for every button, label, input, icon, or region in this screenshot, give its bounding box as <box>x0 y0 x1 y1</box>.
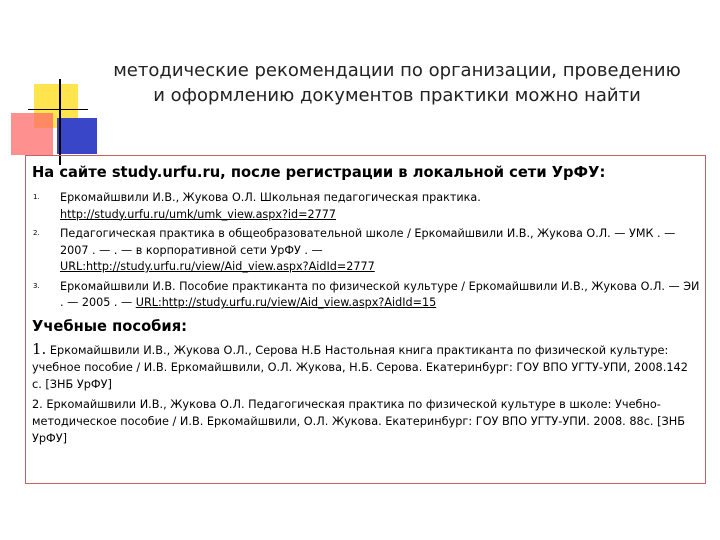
resource-link[interactable]: URL:http://study.urfu.ru/view/Aid_view.aspx?AidId=2777 <box>60 260 375 273</box>
list-item <box>26 279 705 312</box>
book-number: 2. <box>32 398 43 411</box>
list-item-number: 2. <box>33 229 40 237</box>
list-item <box>26 190 705 223</box>
book-text: Еркомайшвили И.В., Жукова О.Л., Серова Н.Б Настольная книга практиканта по физической культуре: учебное пособие / И.В. Еркомайшвили, О.Л. Жукова, Н.Б. Серова. Екатеринбург: ГОУ ВПО УГТУ-УПИ, 2008.142 с. [ЗНБ УрФУ] <box>32 344 688 391</box>
decor-red-square <box>11 113 53 155</box>
book-item <box>32 341 700 393</box>
decor-blue-square <box>57 118 97 154</box>
book-text: Еркомайшвили И.В., Жукова О.Л. Педагогическая практика по физической культуре в школе: Учебно-методическое пособие / И.В. Еркомайшвили, О.Л. Жукова. Екатеринбург: ГОУ ВПО УГТУ-УПИ. 2008. 88с. [ЗНБ УрФУ] <box>32 398 685 445</box>
content-frame <box>25 155 706 484</box>
book-item <box>32 396 700 447</box>
decor-horizontal-line <box>28 109 88 110</box>
books-heading: Учебные пособия: <box>32 318 188 335</box>
resource-link[interactable]: URL:http://study.urfu.ru/view/Aid_view.aspx?AidId=15 <box>135 296 437 309</box>
books-list <box>32 341 700 450</box>
site-resource-list <box>26 190 705 315</box>
decor-vertical-line <box>59 79 61 165</box>
list-item-number: 3. <box>33 281 40 290</box>
resource-link[interactable]: http://study.urfu.ru/umk/umk_view.aspx?id=2777 <box>60 207 336 221</box>
list-item-text: Педагогическая практика в общеобразовательной школе / Еркомайшвили И.В., Жукова О.Л. — УМК . — 2007 . — . — в корпоративной сети УрФУ . — <box>60 227 676 257</box>
site-heading: На сайте study.urfu.ru, после регистрации в локальной сети УрФУ: <box>32 164 606 181</box>
slide-title: методические рекомендации по организации, проведению и оформлению документов практики можно найти <box>113 60 681 106</box>
list-item <box>26 226 705 276</box>
list-item-number: 1. <box>33 193 40 201</box>
list-item-text: Еркомайшвили И.В. Пособие практиканта по физической культуре / Еркомайшвили И.В., Жукова О.Л. — ЭИ . — 2005 . — <box>60 279 700 309</box>
list-item-text: Еркомайшвили И.В., Жукова О.Л. Школьная педагогическая практика. <box>60 191 481 204</box>
book-number: 1. <box>32 340 47 358</box>
